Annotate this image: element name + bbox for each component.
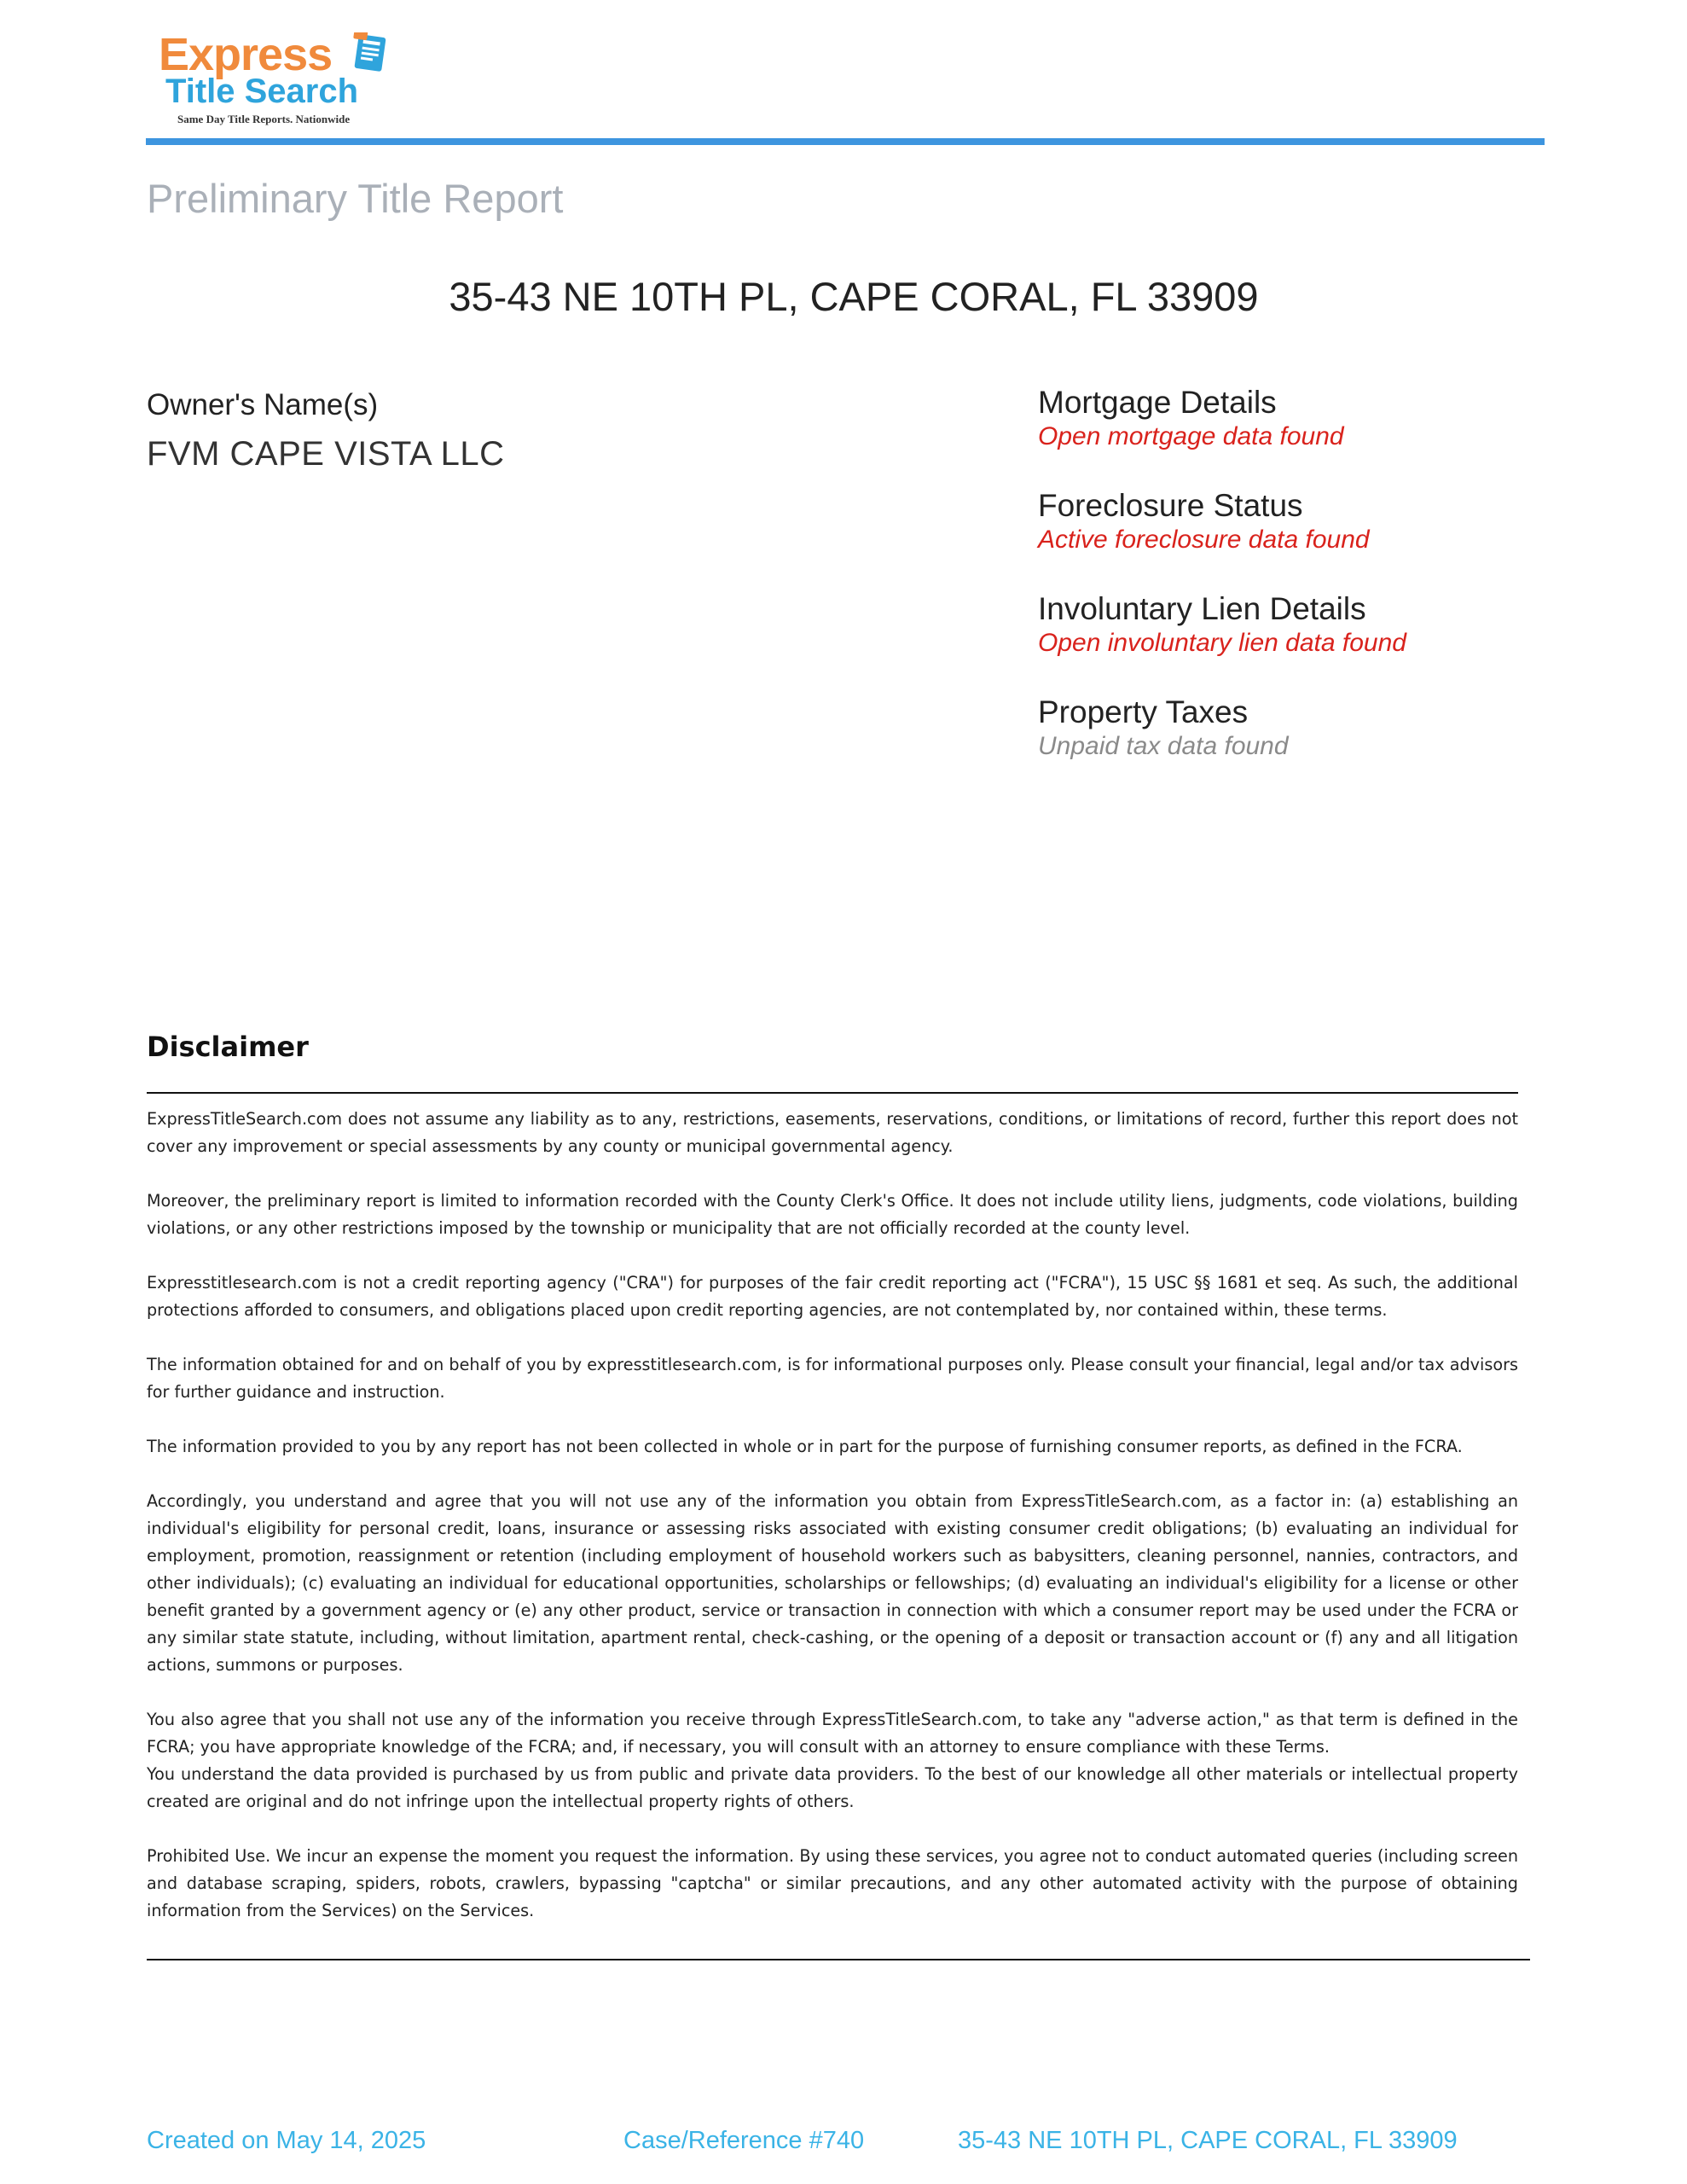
footer-address: 35-43 NE 10TH PL, CAPE CORAL, FL 33909 [958, 2127, 1458, 2154]
foreclosure-status-label: Foreclosure Status [1038, 488, 1303, 523]
disclaimer-paragraph: ExpressTitleSearch.com does not assume any liability as to any, restrictions, easements, reservations, conditions, or limitations of record, further this report does not cover any improvement or special assessments by any county or municipal governmental agency. [147, 1109, 1518, 1156]
disclaimer-paragraph: Prohibited Use. We incur an expense the moment you request the information. By using these services, you agree not to conduct automated queries (including screen and database scraping, spiders, robots, crawlers, bypassing "captcha" or similar precautions, and any other automated activity with the purpose of obtaining information from the Services) on the Services. [147, 1846, 1518, 1920]
disclaimer-top-rule [147, 1092, 1518, 1094]
involuntary-lien-label: Involuntary Lien Details [1038, 591, 1366, 626]
foreclosure-status [1038, 487, 1370, 555]
disclaimer-bottom-rule [147, 1959, 1530, 1960]
company-logo [159, 29, 397, 130]
property-address: 35-43 NE 10TH PL, CAPE CORAL, FL 33909 [449, 274, 1259, 319]
property-taxes-value: Unpaid tax data found [1038, 732, 1289, 760]
disclaimer-body [147, 1106, 1518, 1952]
disclaimer-paragraph: You also agree that you shall not use any of the information you receive through ExpressTitleSearch.com, to take any "adverse action," as that term is defined in the FCRA; you have appropriate knowledge of the FCRA; and, if necessary, you will consult with an attorney to ensure compliance with these Terms. [147, 1710, 1518, 1757]
header-divider [146, 138, 1545, 145]
footer-created-date: Created on May 14, 2025 [147, 2127, 426, 2154]
disclaimer-paragraph: The information provided to you by any report has not been collected in whole or in part for the purpose of furnishing consumer reports, as defined in the FCRA. [147, 1437, 1463, 1456]
footer-case-reference: Case/Reference #740 [623, 2127, 865, 2154]
mortgage-details [1038, 384, 1344, 452]
disclaimer-paragraph: Accordingly, you understand and agree that you will not use any of the information you obtain from ExpressTitleSearch.com, as a factor in: (a) establishing an individual's eligibility for personal credit, loans, insurance or assessing risks associated with existing consumer credit obligations; (b) evaluating an individual for employment, promotion, reassignment or retention (including employment of household workers such as babysitters, cleaning personnel, nannies, contractors, and other individuals); (c) evaluating an individual for educational opportunities, scholarships or fellowships; (d) evaluating an individual's eligibility for a license or other benefit granted by a government agency or (e) any other product, service or transaction in connection with which a consumer report may be used under the FCRA or any similar state statute, including, without limitation, apartment rental, check-cashing, or the opening of a deposit or transaction account or (f) any and all litigation actions, summons or purposes. [147, 1491, 1518, 1675]
mortgage-details-label: Mortgage Details [1038, 385, 1277, 420]
disclaimer-heading: Disclaimer [147, 1031, 309, 1063]
report-title: Preliminary Title Report [147, 176, 564, 221]
property-taxes [1038, 694, 1289, 762]
document-icon [351, 32, 387, 73]
property-taxes-label: Property Taxes [1038, 694, 1249, 729]
logo-express-text: Express [159, 29, 333, 80]
involuntary-lien-value: Open involuntary lien data found [1038, 629, 1406, 657]
logo-title-text: Title Search [165, 73, 359, 110]
foreclosure-status-value: Active foreclosure data found [1038, 526, 1370, 554]
mortgage-details-value: Open mortgage data found [1038, 422, 1344, 450]
disclaimer-paragraph: You understand the data provided is purchased by us from public and private data providers. To the best of our knowledge all other materials or intellectual property created are original and do not infringe upon the intellectual property rights of others. [147, 1764, 1518, 1811]
disclaimer-paragraph: Moreover, the preliminary report is limited to information recorded with the County Clerk's Office. It does not include utility liens, judgments, code violations, building violations, or any other restrictions imposed by the township or municipality that are not officially recorded at the county level. [147, 1191, 1518, 1238]
owner-name: FVM CAPE VISTA LLC [147, 435, 505, 473]
owner-label: Owner's Name(s) [147, 388, 379, 421]
logo-tagline: Same Day Title Reports. Nationwide [177, 113, 351, 125]
involuntary-lien-details [1038, 590, 1406, 659]
disclaimer-paragraph: The information obtained for and on behalf of you by expresstitlesearch.com, is for informational purposes only. Please consult your financial, legal and/or tax advisors for further guidance and instruction. [147, 1355, 1518, 1402]
disclaimer-paragraph: Expresstitlesearch.com is not a credit reporting agency ("CRA") for purposes of the fair credit reporting act ("FCRA"), 15 USC §§ 1681 et seq. As such, the additional protections afforded to consumers, and obligations placed upon credit reporting agencies, are not contemplated by, nor contained within, these terms. [147, 1273, 1518, 1320]
